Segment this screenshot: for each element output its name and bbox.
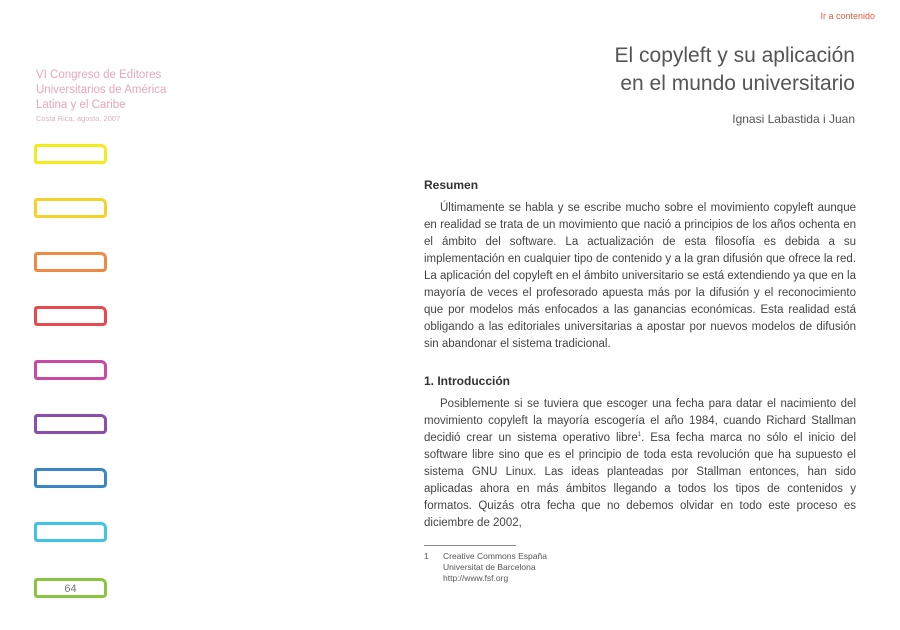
section-tab-4[interactable] xyxy=(34,306,107,326)
page-number: 64 xyxy=(64,583,77,595)
conference-info xyxy=(36,68,236,125)
title-line-2: en el mundo universitario xyxy=(620,72,855,95)
intro-text-part-2: . Esa fecha marca no sólo el inicio del software libre sino que es el principio de toda esta revolución que ha supuesto el sistema GNU Linux. Las ideas planteadas por Stallman entonces, han sido aplicadas ahora en más ámbitos llegando a todos los tipos de contenidos y formatos. Quizás otra fecha que no debemos olvidar en todo este proceso es diciembre de 2002, xyxy=(424,432,857,529)
footnote-divider xyxy=(424,545,516,546)
abstract-paragraph: Últimamente se habla y se escribe mucho sobre el movimiento copyleft aunque en realidad se trata de un movimiento que nació a principios de los años ochenta en el ámbito del software. La actualización de esta filosofía es debida a su implementación en cualquier tipo de contenido y a la gran difusión que ofrece la red. La aplicación del copyleft en el ámbito universitario se está extendiendo ya que en la mayoría de veces el profesorado apuesta más por la difusión y el reconocimiento que por modelos más enfocados a las ganancias económicas. Esta realidad está obligando a las editoriales universitarias a apostar por nuevos modelos de difusión sin abandonar el sistema tradicional. xyxy=(424,202,856,350)
section-tab-3[interactable] xyxy=(34,252,107,272)
footnote-number: 1 xyxy=(424,551,429,561)
intro-text-part-1: Posiblemente si se tuviera que escoger una fecha para datar el nacimiento del movimiento copyleft la mayoría escogería el año 1984, cuando Richard Stallman decidió crear un sistema operativo libre xyxy=(424,398,856,444)
section-tab-1[interactable] xyxy=(34,144,107,164)
footnote xyxy=(424,551,547,584)
abstract-heading: Resumen xyxy=(424,178,479,192)
conference-line-1: VI Congreso de Editores xyxy=(36,69,162,81)
section-tab-page[interactable] xyxy=(34,578,107,598)
skip-to-content-link[interactable]: Ir a contenido xyxy=(820,11,875,21)
article-body xyxy=(424,178,856,532)
footnote-line-2: Universitat de Barcelona xyxy=(443,562,536,572)
section-tab-5[interactable] xyxy=(34,360,107,380)
conference-location-date: Costa Rica, agosto, 2007 xyxy=(36,114,121,123)
footnote-line-1: Creative Commons España xyxy=(443,551,547,561)
conference-line-3: Latina y el Caribe xyxy=(36,99,126,111)
footnote-reference[interactable]: 1 xyxy=(637,432,642,439)
footnote-link[interactable]: http://www.fsf.org xyxy=(443,573,509,583)
author-name: Ignasi Labastida i Juan xyxy=(732,112,855,126)
introduction-paragraph xyxy=(424,396,856,532)
section-tab-6[interactable] xyxy=(34,414,107,434)
title-line-1: El copyleft y su aplicación xyxy=(614,44,855,67)
conference-line-2: Universitarios de América xyxy=(36,84,167,96)
introduction-heading: 1. Introducción xyxy=(424,374,511,388)
section-tab-7[interactable] xyxy=(34,468,107,488)
article-title xyxy=(615,42,855,98)
section-tab-8[interactable] xyxy=(34,522,107,542)
section-tab-2[interactable] xyxy=(34,198,107,218)
